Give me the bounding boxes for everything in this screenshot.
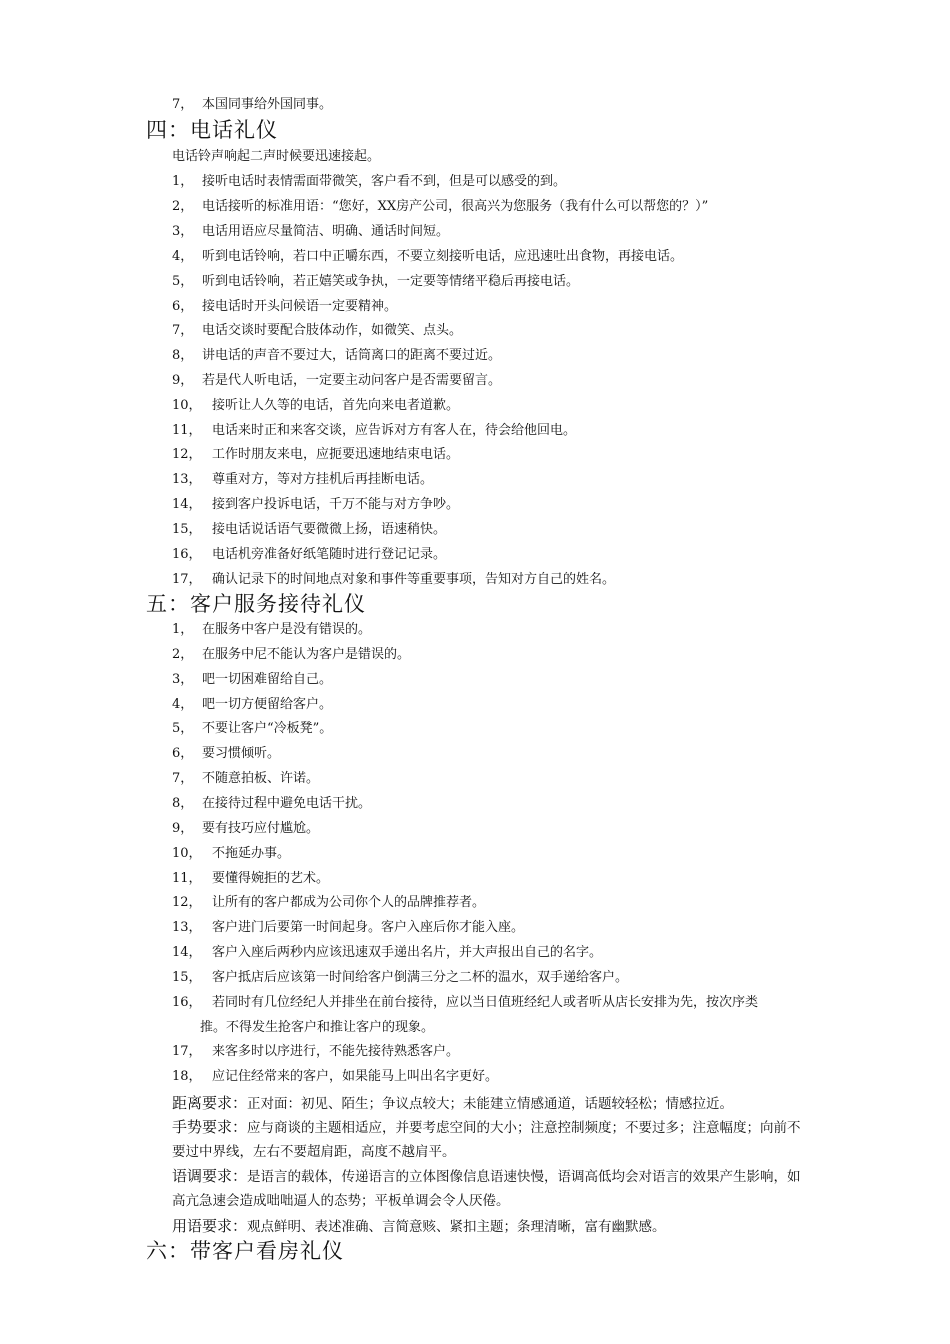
section-heading-customer-service: 五：客户服务接待礼仪: [146, 592, 366, 616]
list-item-continuation: 推。不得发生抢客户和推让客户的现象。: [200, 1020, 435, 1035]
list-item: [172, 199, 708, 215]
list-item: [172, 423, 576, 439]
item-number: 5，: [172, 274, 194, 289]
item-number: 7，: [172, 323, 194, 338]
list-item: [172, 796, 371, 812]
item-text: 尊重对方，等对方挂机后再挂断电话。: [212, 472, 434, 487]
list-item: [172, 373, 501, 389]
section-heading-telephone: 四：电话礼仪: [146, 118, 278, 142]
list-item: [172, 97, 332, 113]
item-number: 15，: [172, 522, 202, 537]
item-text: 若是代人听电话，一定要主动问客户是否需要留言。: [202, 373, 502, 388]
requirement-text: 是语言的载体，传递语言的立体图像信息语速快慢，语调高低均会对语言的效果产生影响，如高亢急速会造成咄咄逼人的态势；平板单调会令人厌倦。: [172, 1169, 801, 1209]
list-item: [172, 697, 332, 713]
item-number: 6，: [172, 746, 194, 761]
item-text: 听到电话铃响，若正嬉笑或争执，一定要等情绪平稳后再接电话。: [202, 274, 580, 289]
list-item: [172, 771, 319, 787]
item-text: 接电话说话语气要微微上扬，语速稍快。: [212, 522, 447, 537]
requirement-text: 观点鲜明、表述准确、言简意赅、紧扣主题；条理清晰，富有幽默感。: [247, 1219, 666, 1235]
item-number: 16，: [172, 995, 202, 1010]
item-text: 电话用语应尽量简洁、明确、通话时间短。: [202, 224, 450, 239]
requirement-wording: [172, 1214, 812, 1239]
item-text: 要有技巧应付尴尬。: [202, 821, 320, 836]
list-item: [172, 920, 524, 936]
item-number: 12，: [172, 447, 202, 462]
item-number: 7，: [172, 771, 194, 786]
item-text: 电话机旁准备好纸笔随时进行登记记录。: [212, 547, 447, 562]
list-item: [172, 846, 290, 862]
item-number: 10，: [172, 846, 202, 861]
item-text: 吧一切困难留给自己。: [202, 672, 333, 687]
item-text: 确认记录下的时间地点对象和事件等重要事项，告知对方自己的姓名。: [212, 572, 616, 587]
list-item: [172, 274, 579, 290]
item-text: 在服务中客户是没有错误的。: [202, 622, 372, 637]
item-text: 不要让客户“冷板凳”。: [202, 721, 333, 736]
item-text: 要习惯倾听。: [202, 746, 281, 761]
list-item: [172, 1044, 459, 1060]
list-item: [172, 895, 485, 911]
list-item: [172, 348, 501, 364]
item-text: 不随意拍板、许诺。: [202, 771, 320, 786]
requirement-distance: [172, 1091, 812, 1116]
item-number: 17，: [172, 572, 202, 587]
list-item: [172, 995, 758, 1011]
item-text: 客户进门后要第一时间起身。客户入座后你才能入座。: [212, 920, 525, 935]
item-number: 1，: [172, 174, 194, 189]
list-item: [172, 945, 602, 961]
list-item: [172, 1069, 498, 1085]
item-text: 若同时有几位经纪人并排坐在前台接待，应以当日值班经纪人或者听从店长安排为先，按次序类: [212, 995, 759, 1010]
item-text: 让所有的客户都成为公司你个人的品牌推荐者。: [212, 895, 486, 910]
list-item: [172, 871, 329, 887]
item-text: 客户抵店后应该第一时间给客户倒满三分之二杯的温水，双手递给客户。: [212, 970, 629, 985]
list-item: [172, 672, 332, 688]
item-text: 客户入座后两秒内应该迅速双手递出名片，并大声报出自己的名字。: [212, 945, 603, 960]
item-number: 2，: [172, 647, 194, 662]
list-item: [172, 447, 459, 463]
item-text: 接听让人久等的电话，首先向来电者道歉。: [212, 398, 460, 413]
item-text: 电话来时正和来客交谈，应告诉对方有客人在，待会给他回电。: [212, 423, 577, 438]
list-item: [172, 622, 371, 638]
list-item: [172, 970, 628, 986]
item-number: 5，: [172, 721, 194, 736]
requirement-text: 应与商谈的主题相适应，并要考虑空间的大小；注意控制频度；不要过多；注意幅度；向前不要过中界线，左右不要超肩距，高度不越肩平。: [172, 1120, 801, 1160]
item-number: 2，: [172, 199, 194, 214]
item-text: 电话接听的标准用语：“您好，XX房产公司，很高兴为您服务（我有什么可以帮您的？）”: [202, 199, 709, 214]
section-heading-house-viewing: 六：带客户看房礼仪: [146, 1239, 344, 1263]
list-item: [172, 224, 449, 240]
item-number: 12，: [172, 895, 202, 910]
item-text: 在服务中尼不能认为客户是错误的。: [202, 647, 411, 662]
item-number: 14，: [172, 497, 202, 512]
item-text: 吧一切方便留给客户。: [202, 697, 333, 712]
item-text: 听到电话铃响，若口中正嚼东西，不要立刻接听电话，应迅速吐出食物，再接电话。: [202, 249, 684, 264]
list-item: [172, 821, 319, 837]
list-item: [172, 647, 410, 663]
item-text: 应记住经常来的客户，如果能马上叫出名字更好。: [212, 1069, 499, 1084]
requirement-text: 正对面：初见、陌生；争议点较大；未能建立情感通道，话题较轻松；情感拉近。: [247, 1096, 734, 1112]
requirement-gesture: [172, 1115, 812, 1164]
item-number: 4，: [172, 697, 194, 712]
list-item: [172, 746, 280, 762]
item-number: 17，: [172, 1044, 202, 1059]
list-item: [172, 572, 615, 588]
item-number: 8，: [172, 796, 194, 811]
list-item: [172, 547, 446, 563]
item-number: 3，: [172, 224, 194, 239]
item-number: 7，: [172, 97, 194, 112]
item-number: 13，: [172, 920, 202, 935]
requirement-label: 语调要求：: [172, 1167, 248, 1185]
requirement-label: 用语要求：: [172, 1217, 248, 1235]
list-item: [172, 249, 683, 265]
list-item: [172, 299, 397, 315]
item-number: 18，: [172, 1069, 202, 1084]
item-number: 9，: [172, 373, 194, 388]
item-number: 13，: [172, 472, 202, 487]
item-text: 来客多时以序进行，不能先接待熟悉客户。: [212, 1044, 460, 1059]
section-intro: 电话铃声响起二声时候要迅速接起。: [172, 149, 381, 164]
item-number: 11，: [172, 871, 202, 886]
item-number: 9，: [172, 821, 194, 836]
list-item: [172, 721, 332, 737]
item-text: 本国同事给外国同事。: [202, 97, 333, 112]
item-number: 6，: [172, 299, 194, 314]
item-text: 接电话时开头问候语一定要精神。: [202, 299, 398, 314]
list-item: [172, 174, 566, 190]
list-item: [172, 323, 462, 339]
item-text: 接听电话时表情需面带微笑，客户看不到，但是可以感受的到。: [202, 174, 567, 189]
item-number: 14，: [172, 945, 202, 960]
item-text: 讲电话的声音不要过大，话筒离口的距离不要过近。: [202, 348, 502, 363]
item-number: 8，: [172, 348, 194, 363]
item-text: 工作时朋友来电，应扼要迅速地结束电话。: [212, 447, 460, 462]
item-text: 接到客户投诉电话，千万不能与对方争吵。: [212, 497, 460, 512]
list-item: [172, 522, 446, 538]
item-text: 电话交谈时要配合肢体动作，如微笑、点头。: [202, 323, 463, 338]
requirement-tone: [172, 1164, 812, 1213]
list-item: [172, 497, 459, 513]
item-number: 11，: [172, 423, 202, 438]
requirement-label: 距离要求：: [172, 1094, 248, 1112]
item-number: 4，: [172, 249, 194, 264]
item-number: 16，: [172, 547, 202, 562]
requirement-label: 手势要求：: [172, 1118, 248, 1136]
item-text: 要懂得婉拒的艺术。: [212, 871, 330, 886]
item-text: 不拖延办事。: [212, 846, 291, 861]
list-item: [172, 472, 433, 488]
item-number: 1，: [172, 622, 194, 637]
list-item: [172, 398, 459, 414]
item-text: 在接待过程中避免电话干扰。: [202, 796, 372, 811]
item-number: 3，: [172, 672, 194, 687]
item-number: 15，: [172, 970, 202, 985]
item-number: 10，: [172, 398, 202, 413]
